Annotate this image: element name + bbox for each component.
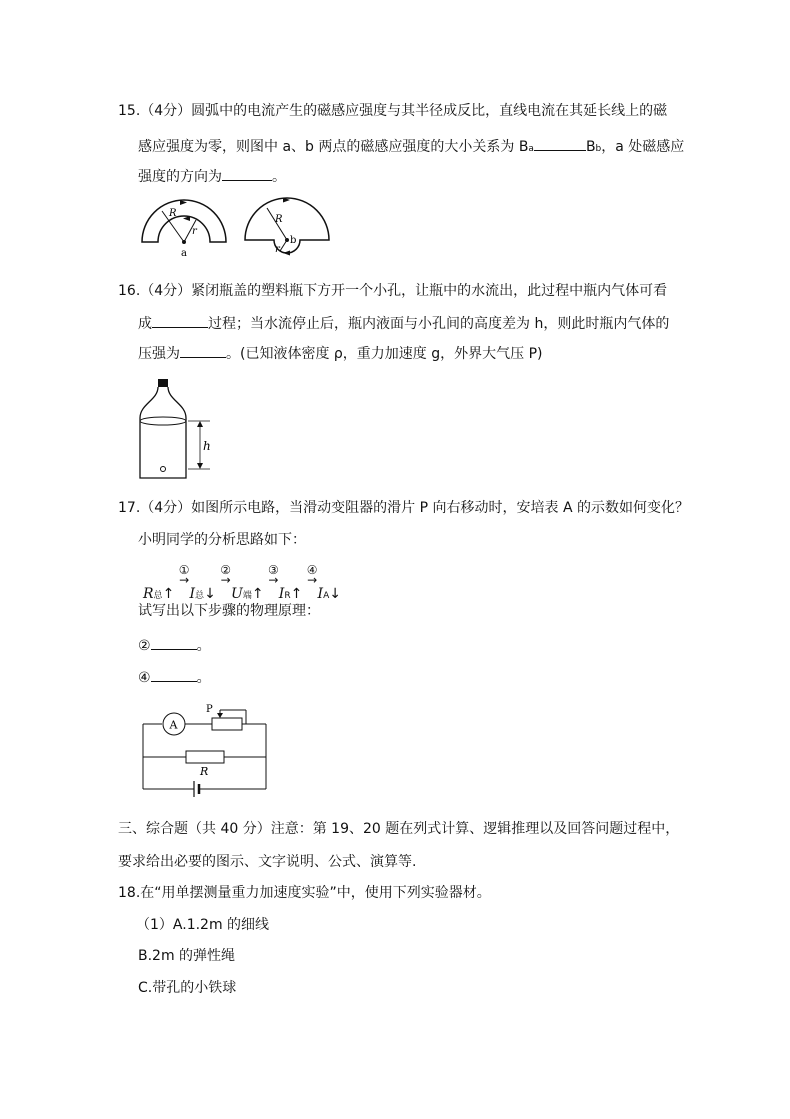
section3-line-1: 三、综合题（共 40 分）注意：第 19、20 题在列式计算、逻辑推理以及回答问题过程中，: [118, 821, 680, 837]
q17-blank-step-2[interactable]: [151, 634, 197, 650]
chain-term: I: [189, 586, 196, 602]
q17-line-2: 小明同学的分析思路如下：: [138, 532, 306, 548]
q17-step-4: [138, 666, 211, 688]
q16-line-2: [138, 312, 669, 334]
chain-sub: R: [284, 591, 291, 601]
chain-arrow: ↑: [251, 586, 264, 602]
q15-figure-1: [140, 196, 230, 260]
q18-option-c: C.带孔的小铁球: [138, 980, 237, 996]
chain-term: U: [231, 586, 243, 602]
q17-blank-step-4[interactable]: [151, 666, 197, 682]
q17-reasoning-chain: [143, 564, 341, 606]
step-end: 。: [196, 670, 211, 686]
chain-step-1: ① →: [178, 563, 190, 587]
q15-blank-2[interactable]: [222, 165, 272, 181]
q15-line-2: [138, 135, 684, 159]
q18-option-a: （1）A.1.2m 的细线: [136, 917, 270, 933]
q15-text: 强度的方向为: [138, 169, 222, 185]
chain-term: I: [278, 586, 285, 602]
q16-blank-1[interactable]: [152, 312, 208, 328]
chain-step-number: ④: [306, 563, 318, 577]
q18-line-1: 18.在“用单摆测量重力加速度实验”中，使用下列实验器材。: [118, 885, 491, 901]
q15-text: B: [585, 139, 596, 155]
q15-text: 感应强度为零，则图中 a、b 两点的磁感应强度的大小关系为 B: [138, 139, 529, 155]
chain-arrow: ↓: [204, 586, 216, 602]
q17-circuit-figure: [140, 700, 276, 804]
q15-sub-a: a: [528, 144, 534, 154]
chain-arrow: ↑: [162, 586, 175, 602]
section3-line-2: 要求给出必要的图示、文字说明、公式、演算等.: [118, 854, 417, 870]
q17-line-1: 17.（4分）如图所示电路，当滑动变阻器的滑片 P 向右移动时，安培表 A 的示数如何变化？: [118, 500, 689, 516]
step-end: 。: [196, 638, 211, 654]
q15-fig1-R: R: [169, 208, 177, 219]
chain-step-number: ③: [268, 563, 279, 577]
q17-fig-A: A: [169, 718, 178, 732]
q16-text: 成: [138, 316, 152, 332]
q16-fig-h: h: [203, 439, 211, 453]
chain-arrow: ↓: [329, 586, 341, 602]
q16-bottle-figure: [136, 378, 226, 482]
chain-sub: 总: [195, 591, 205, 601]
chain-step-number: ②: [220, 563, 232, 577]
q16-line-1: 16.（4分）紧闭瓶盖的塑料瓶下方开一个小孔，让瓶中的水流出，此过程中瓶内气体可看: [118, 283, 668, 299]
chain-term: I: [317, 586, 324, 602]
chain-sub: 端: [242, 591, 252, 601]
q16-blank-2[interactable]: [180, 342, 226, 358]
chain-step-4: ④ →: [306, 563, 318, 587]
chain-arrow: ↑: [290, 586, 303, 602]
q15-fig1-r: r: [192, 226, 197, 237]
chain-term: R: [143, 586, 154, 602]
q16-line-3: [138, 342, 543, 364]
q15-fig2-R: R: [275, 214, 283, 225]
q15-text: ，a 处磁感应: [601, 139, 685, 155]
q17-fig-R: R: [200, 765, 209, 778]
q15-line-1: 15.（4分）圆弧中的电流产生的磁感应强度与其半径成反比，直线电流在其延长线上的磁: [118, 103, 668, 119]
step-label: ②: [138, 638, 151, 654]
q15-fig2-b: b: [290, 235, 297, 246]
q15-text: 。: [272, 169, 286, 185]
q15-blank-1[interactable]: [534, 135, 586, 151]
q15-sub-b: b: [595, 144, 602, 154]
q18-option-b: B.2m 的弹性绳: [138, 948, 236, 964]
q17-fig-P: P: [206, 704, 213, 715]
step-label: ④: [138, 670, 151, 686]
chain-step-3: ③ →: [268, 563, 279, 587]
q15-line-3: [138, 165, 286, 187]
q16-text: 。(已知液体密度 ρ，重力加速度 g，外界大气压 P): [226, 346, 543, 362]
q15-fig2-r: r: [275, 244, 280, 255]
chain-sub: 总: [153, 591, 163, 601]
q16-text: 压强为: [138, 346, 180, 362]
q15-fig1-a: a: [181, 248, 187, 259]
q16-text: 过程；当水流停止后，瓶内液面与小孔间的高度差为 h，则此时瓶内气体的: [208, 316, 670, 332]
q15-figure-2: [243, 196, 333, 266]
chain-sub: A: [323, 591, 330, 601]
q17-step-2: [138, 634, 211, 656]
q17-line-3: 试写出以下步骤的物理原理：: [138, 603, 320, 619]
chain-step-2: ② →: [220, 563, 232, 587]
chain-step-number: ①: [178, 563, 190, 577]
